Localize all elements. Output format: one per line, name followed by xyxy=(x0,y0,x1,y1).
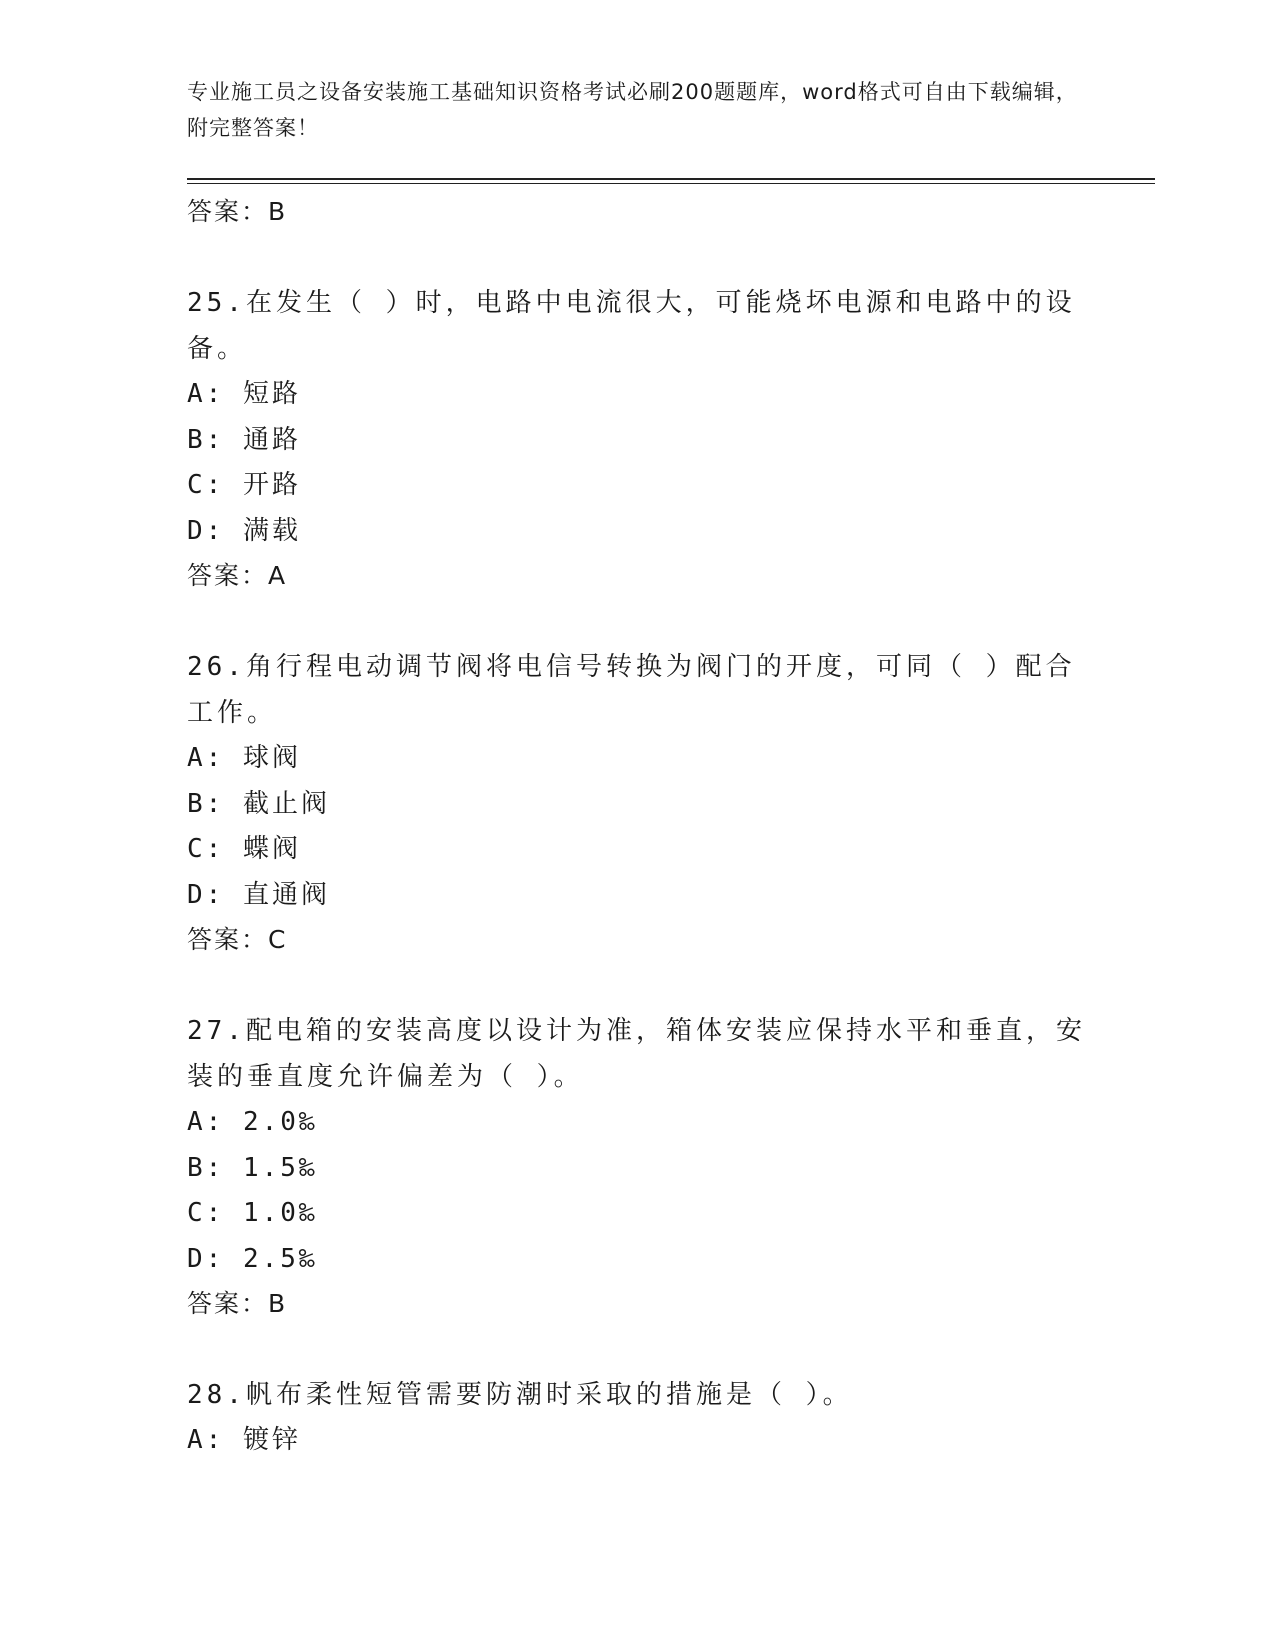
option-key: C: xyxy=(187,470,225,500)
option-key: A: xyxy=(187,1107,225,1137)
option-key: B: xyxy=(187,1152,225,1183)
spacer xyxy=(187,598,1087,644)
spacer xyxy=(187,1326,1087,1372)
option-text: 1.0‰ xyxy=(242,1198,318,1228)
answer-line: 答案：A xyxy=(187,561,288,590)
option-key: D: xyxy=(187,879,225,910)
question-item xyxy=(187,280,1087,598)
option-a xyxy=(187,372,1087,418)
option-key: D: xyxy=(187,1243,225,1274)
option-b xyxy=(187,1146,1087,1192)
option-text: 截止阀 xyxy=(242,788,330,819)
question-stem: 26.角行程电动调节阀将电信号转换为阀门的开度，可同（ ）配合工作。 xyxy=(187,652,1076,728)
option-text: 满载 xyxy=(242,515,301,546)
question-item xyxy=(187,1372,1087,1464)
answer-line: 答案：B xyxy=(187,197,288,226)
header-divider xyxy=(187,178,1155,180)
question-stem: 27.配电箱的安装高度以设计为准，箱体安装应保持水平和垂直，安装的垂直度允许偏差为（ ）。 xyxy=(187,1016,1086,1092)
document-header xyxy=(187,74,1087,146)
option-text: 直通阀 xyxy=(242,879,330,910)
option-text: 球阀 xyxy=(242,743,301,773)
header-text: 专业施工员之设备安装施工基础知识资格考试必刷200题题库，word格式可自由下载编辑，附完整答案！ xyxy=(187,80,1078,140)
option-c xyxy=(187,1191,1087,1237)
question-stem: 28.帆布柔性短管需要防潮时采取的措施是（ ）。 xyxy=(187,1380,853,1410)
option-text: 1.5‰ xyxy=(242,1152,318,1183)
question-item xyxy=(187,1008,1087,1326)
option-key: B: xyxy=(187,788,225,819)
option-key: C: xyxy=(187,834,225,864)
option-text: 镀锌 xyxy=(242,1425,301,1455)
option-b xyxy=(187,782,1087,828)
spacer xyxy=(187,962,1087,1008)
option-text: 2.0‰ xyxy=(242,1107,318,1137)
option-key: A: xyxy=(187,743,225,773)
option-key: A: xyxy=(187,379,225,409)
option-d xyxy=(187,509,1087,555)
option-c xyxy=(187,463,1087,509)
option-c xyxy=(187,827,1087,873)
option-text: 蝶阀 xyxy=(242,834,301,864)
option-key: B: xyxy=(187,424,225,455)
question-item xyxy=(187,644,1087,962)
question-stem: 25.在发生（ ）时，电路中电流很大，可能烧坏电源和电路中的设备。 xyxy=(187,288,1076,364)
option-a xyxy=(187,1418,1087,1464)
option-b xyxy=(187,418,1087,464)
answer-line: 答案：C xyxy=(187,925,288,954)
option-text: 2.5‰ xyxy=(242,1243,318,1274)
option-text: 短路 xyxy=(242,379,301,409)
spacer xyxy=(187,234,1087,280)
option-a xyxy=(187,1100,1087,1146)
question-list xyxy=(187,190,1087,1464)
option-d xyxy=(187,1237,1087,1283)
option-a xyxy=(187,736,1087,782)
option-key: A: xyxy=(187,1425,225,1455)
header-divider-thin xyxy=(187,183,1155,184)
option-text: 通路 xyxy=(242,424,301,455)
option-d xyxy=(187,873,1087,919)
option-key: D: xyxy=(187,515,225,546)
option-key: C: xyxy=(187,1198,225,1228)
option-text: 开路 xyxy=(242,470,301,500)
answer-line: 答案：B xyxy=(187,1289,288,1318)
